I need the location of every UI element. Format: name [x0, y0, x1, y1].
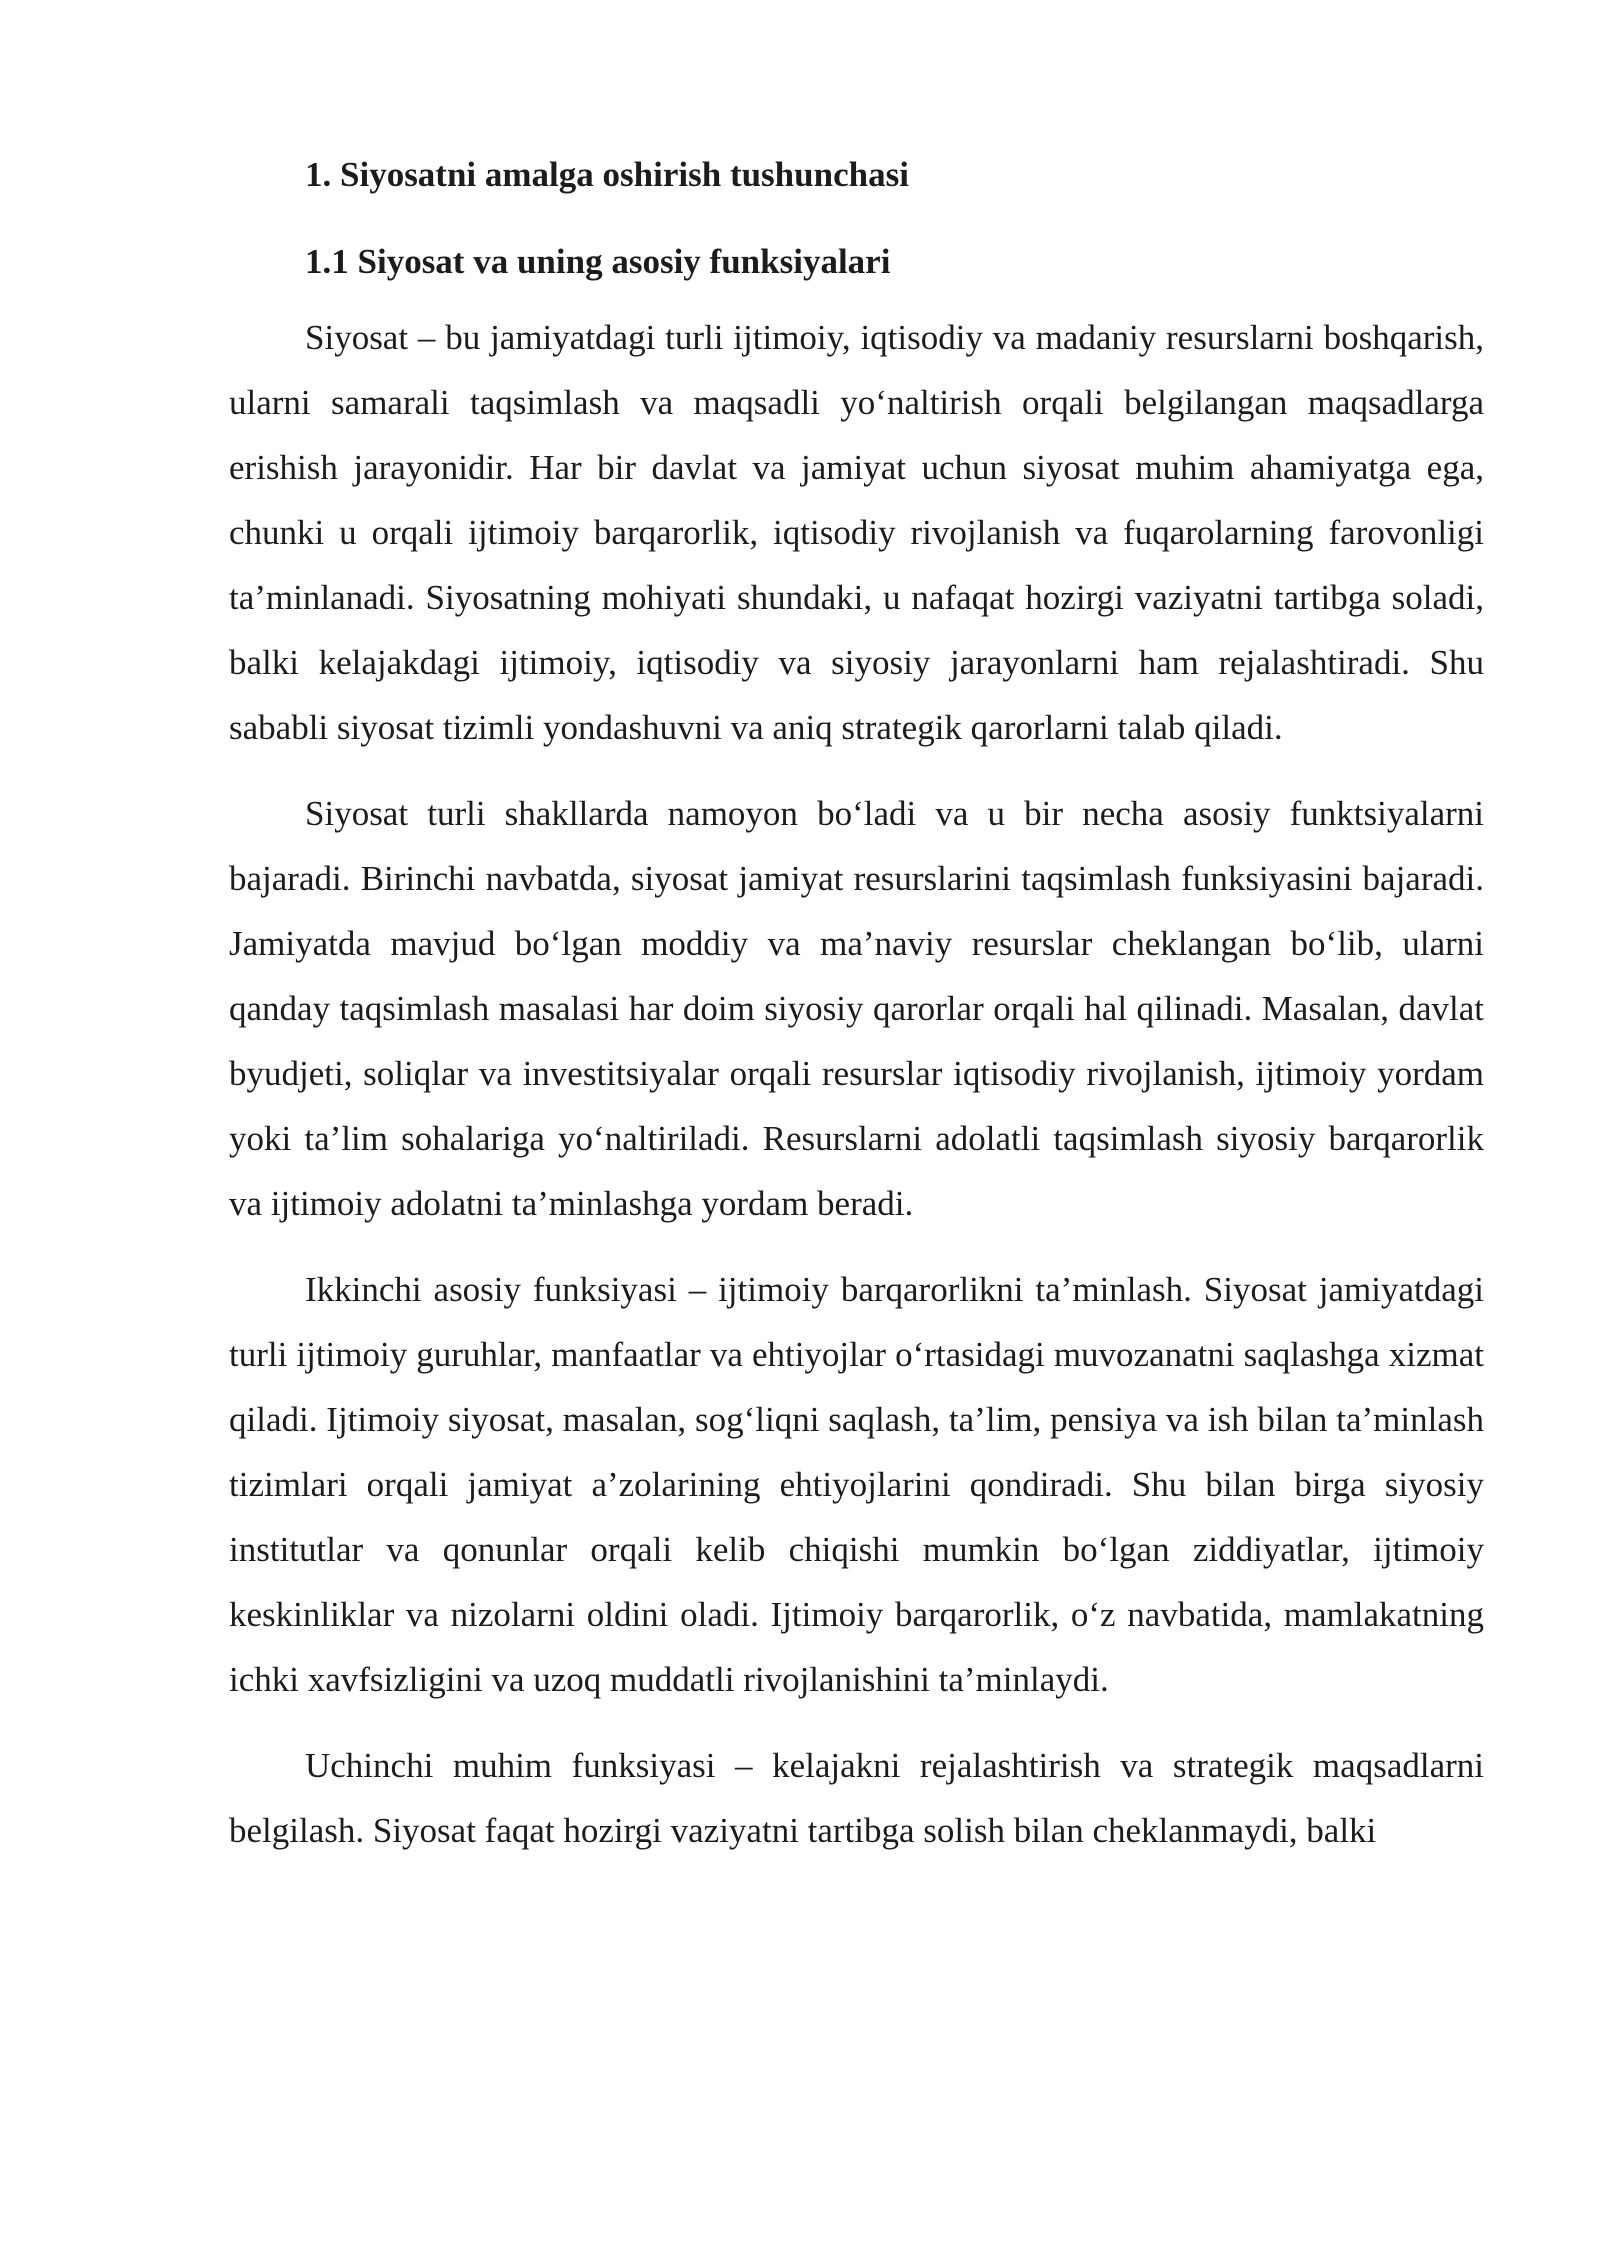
document-page	[229, 140, 1484, 1884]
paragraph-resource-distribution: Siyosat turli shakllarda namoyon bo‘ladi va u bir necha asosiy funktsiyalarni bajaradi. Birinchi navbatda, siyosat jamiyat resurslarini taqsimlash funksiyasini bajaradi. Jamiyatda mavjud bo‘lgan moddiy va ma’naviy resurslar cheklangan bo‘lib, ularni qanday taqsimlash masalasi har doim siyosiy qarorlar orqali hal qilinadi. Masalan, davlat byudjeti, soliqlar va investitsiyalar orqali resurslar iqtisodiy rivojlanish, ijtimoiy yordam yoki ta’lim sohalariga yo‘naltiriladi. Resurslarni adolatli taqsimlash siyosiy barqarorlik va ijtimoiy adolatni ta’minlashga yordam beradi.	[229, 794, 1484, 1223]
paragraph-future-planning: Uchinchi muhim funksiyasi – kelajakni rejalashtirish va strategik maqsadlarni belgilash. Siyosat faqat hozirgi vaziyatni tartibga solish bilan cheklanmaydi, balki	[229, 1746, 1484, 1850]
subsection-heading: 1.1 Siyosat va uning asosiy funksiyalari	[305, 242, 891, 281]
section-heading: 1. Siyosatni amalga oshirish tushunchasi	[305, 155, 909, 194]
paragraph-definition: Siyosat – bu jamiyatdagi turli ijtimoiy, iqtisodiy va madaniy resurslarni boshqarish, ularni samarali taqsimlash va maqsadli yo‘naltirish orqali belgilangan maqsadlarga erishish jarayonidir. Har bir davlat va jamiyat uchun siyosat muhim ahamiyatga ega, chunki u orqali ijtimoiy barqarorlik, iqtisodiy rivojlanish va fuqarolarning farovonligi ta’minlanadi. Siyosatning mohiyati shundaki, u nafaqat hozirgi vaziyatni tartibga soladi, balki kelajakdagi ijtimoiy, iqtisodiy va siyosiy jarayonlarni ham rejalashtiradi. Shu sababli siyosat tizimli yondashuvni va aniq strategik qarorlarni talab qiladi.	[229, 318, 1484, 747]
paragraph-social-stability: Ikkinchi asosiy funksiyasi – ijtimoiy barqarorlikni ta’minlash. Siyosat jamiyatdagi turli ijtimoiy guruhlar, manfaatlar va ehtiyojlar o‘rtasidagi muvozanatni saqlashga xizmat qiladi. Ijtimoiy siyosat, masalan, sog‘liqni saqlash, ta’lim, pensiya va ish bilan ta’minlash tizimlari orqali jamiyat a’zolarining ehtiyojlarini qondiradi. Shu bilan birga siyosiy institutlar va qonunlar orqali kelib chiqishi mumkin bo‘lgan ziddiyatlar, ijtimoiy keskinliklar va nizolarni oldini oladi. Ijtimoiy barqarorlik, o‘z navbatida, mamlakatning ichki xavfsizligini va uzoq muddatli rivojlanishini ta’minlaydi.	[229, 1270, 1484, 1699]
